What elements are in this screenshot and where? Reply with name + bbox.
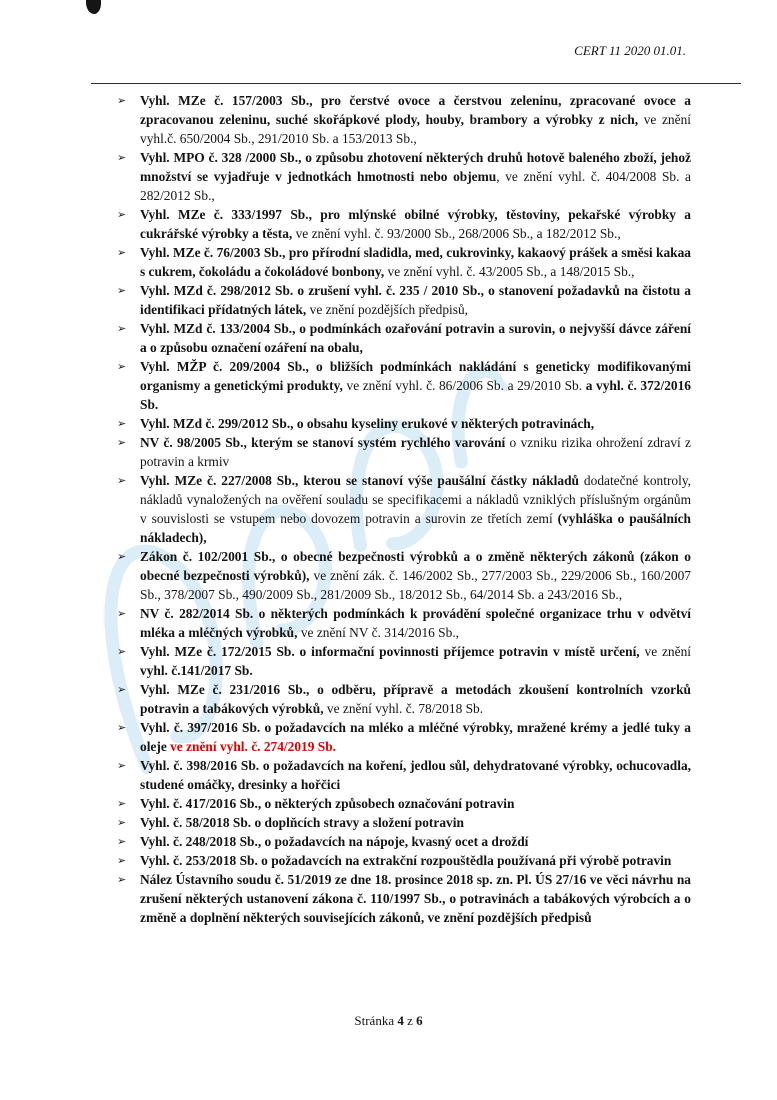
arrow-bullet-icon: ➢ bbox=[117, 721, 127, 734]
list-item bbox=[117, 794, 691, 813]
arrow-bullet-icon: ➢ bbox=[117, 873, 127, 886]
list-item bbox=[117, 851, 691, 870]
list-item bbox=[117, 414, 691, 433]
list-item-text bbox=[140, 794, 691, 813]
text-segment: Vyhl. MZd č. 298/2012 Sb. o zrušení vyhl. č. 235 / 2010 Sb., o stanovení požadavků na čistotu a identifikaci přídatných látek, bbox=[140, 283, 691, 317]
text-segment: Vyhl. č. 248/2018 Sb., o požadavcích na nápoje, kvasný ocet a droždí bbox=[140, 834, 529, 849]
list-item bbox=[117, 91, 691, 148]
text-segment: Vyhl. č. 58/2018 Sb. o doplňcích stravy a složení potravin bbox=[140, 815, 464, 830]
arrow-bullet-icon: ➢ bbox=[117, 436, 127, 449]
text-segment: 4 bbox=[397, 1013, 404, 1028]
list-item-text bbox=[140, 414, 691, 433]
list-item-text bbox=[140, 756, 691, 794]
list-item bbox=[117, 357, 691, 414]
list-item bbox=[117, 718, 691, 756]
arrow-bullet-icon: ➢ bbox=[117, 797, 127, 810]
text-segment: NV č. 98/2005 Sb., kterým se stanoví systém rychlého varování bbox=[140, 435, 506, 450]
text-segment: ve znění pozdějších předpisů, bbox=[306, 302, 469, 317]
list-item bbox=[117, 547, 691, 604]
text-segment: , ve znění vyhl. č. 404/2008 Sb. a 282/2012 Sb., bbox=[140, 169, 691, 203]
text-segment: z bbox=[403, 1013, 417, 1028]
list-item-text bbox=[140, 604, 691, 642]
list-item-text bbox=[140, 471, 691, 547]
text-segment: ve znění vyhl. č. 78/2018 Sb. bbox=[323, 701, 484, 716]
text-segment: Vyhl. MZd č. 299/2012 Sb., o obsahu kyseliny erukové v některých potravinách, bbox=[140, 416, 595, 431]
text-segment: Vyhl. MZe č. 333/1997 Sb., pro mlýnské obilné výrobky, těstoviny, pekařské výrobky a cukrářské výrobky a těsta, bbox=[140, 207, 691, 241]
text-segment: Stránka bbox=[354, 1013, 398, 1028]
text-segment: Vyhl. č. 397/2016 Sb. o požadavcích na mléko a mléčné výrobky, mražené krémy a jedlé tuky a oleje bbox=[140, 720, 691, 754]
text-segment: Vyhl. MZe č. 76/2003 Sb., pro přírodní sladidla, med, cukrovinky, kakaový prášek a směsi kakaa s cukrem, čokoládu a čokoládové bonbony, bbox=[140, 245, 691, 279]
list-item bbox=[117, 870, 691, 927]
text-segment: 6 bbox=[416, 1013, 423, 1028]
arrow-bullet-icon: ➢ bbox=[117, 474, 127, 487]
list-item bbox=[117, 319, 691, 357]
arrow-bullet-icon: ➢ bbox=[117, 94, 127, 107]
text-segment: dodatečné kontroly, nákladů vynaložených na ověření souladu se specifikacemi a nákladů vzniklých příslušným orgánům v souvislosti se vstupem nebo dovozem potravin a surovin ze třetích zemí bbox=[140, 473, 692, 526]
text-segment: ve znění vyhl. č. 93/2000 Sb., 268/2006 Sb., a 182/2012 Sb., bbox=[292, 226, 621, 241]
text-segment: Vyhl. MZe č. 157/2003 Sb., pro čerstvé ovoce a čerstvou zeleninu, zpracované ovoce a zpracovanou zeleninu, suché skořápkové plody, houby, brambory a výrobky z nich, bbox=[140, 93, 691, 127]
list-item bbox=[117, 813, 691, 832]
list-item-text bbox=[140, 851, 691, 870]
list-item-text bbox=[140, 148, 691, 205]
list-item bbox=[117, 471, 691, 547]
text-segment: ve znění vyhl. č. 274/2019 Sb. bbox=[170, 739, 337, 754]
list-item-text bbox=[140, 91, 691, 148]
header-reference: CERT 11 2020 01.01. bbox=[574, 43, 686, 58]
text-segment: Vyhl. MZe č. 231/2016 Sb., o odběru, přípravě a metodách zkoušení kontrolních vzorků potravin a tabákových výrobků, bbox=[140, 682, 691, 716]
arrow-bullet-icon: ➢ bbox=[117, 360, 127, 373]
list-item-text bbox=[140, 642, 691, 680]
arrow-bullet-icon: ➢ bbox=[117, 835, 127, 848]
arrow-bullet-icon: ➢ bbox=[117, 284, 127, 297]
list-item bbox=[117, 604, 691, 642]
list-item-text bbox=[140, 433, 691, 471]
arrow-bullet-icon: ➢ bbox=[117, 246, 127, 259]
arrow-bullet-icon: ➢ bbox=[117, 417, 127, 430]
text-segment: ve znění vyhl.č. 650/2004 Sb., 291/2010 Sb. a 153/2013 Sb., bbox=[140, 112, 691, 146]
page-footer bbox=[0, 1013, 777, 1029]
list-item-text bbox=[140, 870, 691, 927]
arrow-bullet-icon: ➢ bbox=[117, 645, 127, 658]
arrow-bullet-icon: ➢ bbox=[117, 759, 127, 772]
text-segment: Vyhl. MZe č. 172/2015 Sb. o informační povinnosti příjemce potravin v místě určení, bbox=[140, 644, 640, 659]
arrow-bullet-icon: ➢ bbox=[117, 683, 127, 696]
arrow-bullet-icon: ➢ bbox=[117, 208, 127, 221]
text-segment: o vzniku rizika ohrožení zdraví z potravin a krmiv bbox=[140, 435, 691, 469]
text-segment: a vyhl. č. 372/2016 Sb. bbox=[140, 378, 691, 412]
text-segment: Vyhl. č. 253/2018 Sb. o požadavcích na extrakční rozpouštědla používaná při výrobě potravin bbox=[140, 853, 672, 868]
arrow-bullet-icon: ➢ bbox=[117, 854, 127, 867]
list-item-text bbox=[140, 813, 691, 832]
header-divider bbox=[91, 83, 741, 84]
text-segment: Vyhl. MPO č. 328 /2000 Sb., o způsobu zhotovení některých druhů hotově baleného zboží, jehož množství se vyjadřuje v jednotkách hmotnosti nebo objemu bbox=[140, 150, 691, 184]
arrow-bullet-icon: ➢ bbox=[117, 550, 127, 563]
arrow-bullet-icon: ➢ bbox=[117, 607, 127, 620]
list-item-text bbox=[140, 281, 691, 319]
text-segment: Vyhl. MZe č. 227/2008 Sb., kterou se stanoví výše paušální částky nákladů bbox=[140, 473, 579, 488]
page-footer-text bbox=[354, 1013, 422, 1028]
text-segment: ve znění vyhl. č. 43/2005 Sb., a 148/2015 Sb., bbox=[384, 264, 635, 279]
list-item bbox=[117, 680, 691, 718]
list-item-text bbox=[140, 832, 691, 851]
list-item bbox=[117, 205, 691, 243]
text-segment: ve znění zák. č. 146/2002 Sb., 277/2003 Sb., 229/2006 Sb., 160/2007 Sb., 378/2007 Sb., 490/2009 Sb., 281/2009 Sb., 18/2012 Sb., 64/2014 Sb. a 243/2016 Sb., bbox=[140, 568, 691, 602]
text-segment: Zákon č. 102/2001 Sb., o obecné bezpečnosti výrobků a o změně některých zákonů (zákon o obecné bezpečnosti výrobků), bbox=[140, 549, 691, 583]
list-item bbox=[117, 642, 691, 680]
list-item-text bbox=[140, 547, 691, 604]
list-item bbox=[117, 243, 691, 281]
list-item bbox=[117, 832, 691, 851]
text-segment: (vyhláška o paušálních nákladech), bbox=[140, 511, 691, 545]
text-segment: ve znění vyhl. č. 86/2006 Sb. a 29/2010 Sb. bbox=[342, 378, 586, 393]
scan-artifact bbox=[86, 0, 101, 14]
list-item-text bbox=[140, 243, 691, 281]
list-item-text bbox=[140, 718, 691, 756]
list-item-text bbox=[140, 357, 691, 414]
text-segment: NV č. 282/2014 Sb. o některých podmínkách k provádění společné organizace trhu v odvětví mléka a mléčných výrobků, bbox=[140, 606, 691, 640]
text-segment: Vyhl. č. 417/2016 Sb., o některých způsobech označování potravin bbox=[140, 796, 515, 811]
list-item bbox=[117, 756, 691, 794]
arrow-bullet-icon: ➢ bbox=[117, 322, 127, 335]
list-item bbox=[117, 148, 691, 205]
text-segment: vyhl. č.141/2017 Sb. bbox=[140, 663, 253, 678]
text-segment: ve znění NV č. 314/2016 Sb., bbox=[297, 625, 460, 640]
list-item-text bbox=[140, 680, 691, 718]
text-segment: Vyhl. MZd č. 133/2004 Sb., o podmínkách ozařování potravin a surovin, o nejvyšší dávce záření a o způsobu označení ozáření na obalu, bbox=[140, 321, 691, 355]
text-segment: ve znění bbox=[639, 644, 691, 659]
list-item bbox=[117, 433, 691, 471]
text-segment: Vyhl. č. 398/2016 Sb. o požadavcích na koření, jedlou sůl, dehydratované výrobky, ochucovadla, studené omáčky, dresinky a hořčici bbox=[140, 758, 691, 792]
arrow-bullet-icon: ➢ bbox=[117, 816, 127, 829]
text-segment: Nález Ústavního soudu č. 51/2019 ze dne 18. prosince 2018 sp. zn. Pl. ÚS 27/16 ve věci návrhu na zrušení některých ustanovení zákona č. 110/1997 Sb., o potravinách a tabákových výrobcích a o změně a doplnění některých souvisejících zákonů, ve znění pozdějších předpisů bbox=[140, 872, 691, 925]
list-item-text bbox=[140, 205, 691, 243]
regulation-list bbox=[117, 91, 691, 927]
list-item-text bbox=[140, 319, 691, 357]
text-segment: Vyhl. MŽP č. 209/2004 Sb., o bližších podmínkách nakládání s geneticky modifikovanými organismy a genetickými produkty, bbox=[140, 359, 691, 393]
arrow-bullet-icon: ➢ bbox=[117, 151, 127, 164]
list-item bbox=[117, 281, 691, 319]
